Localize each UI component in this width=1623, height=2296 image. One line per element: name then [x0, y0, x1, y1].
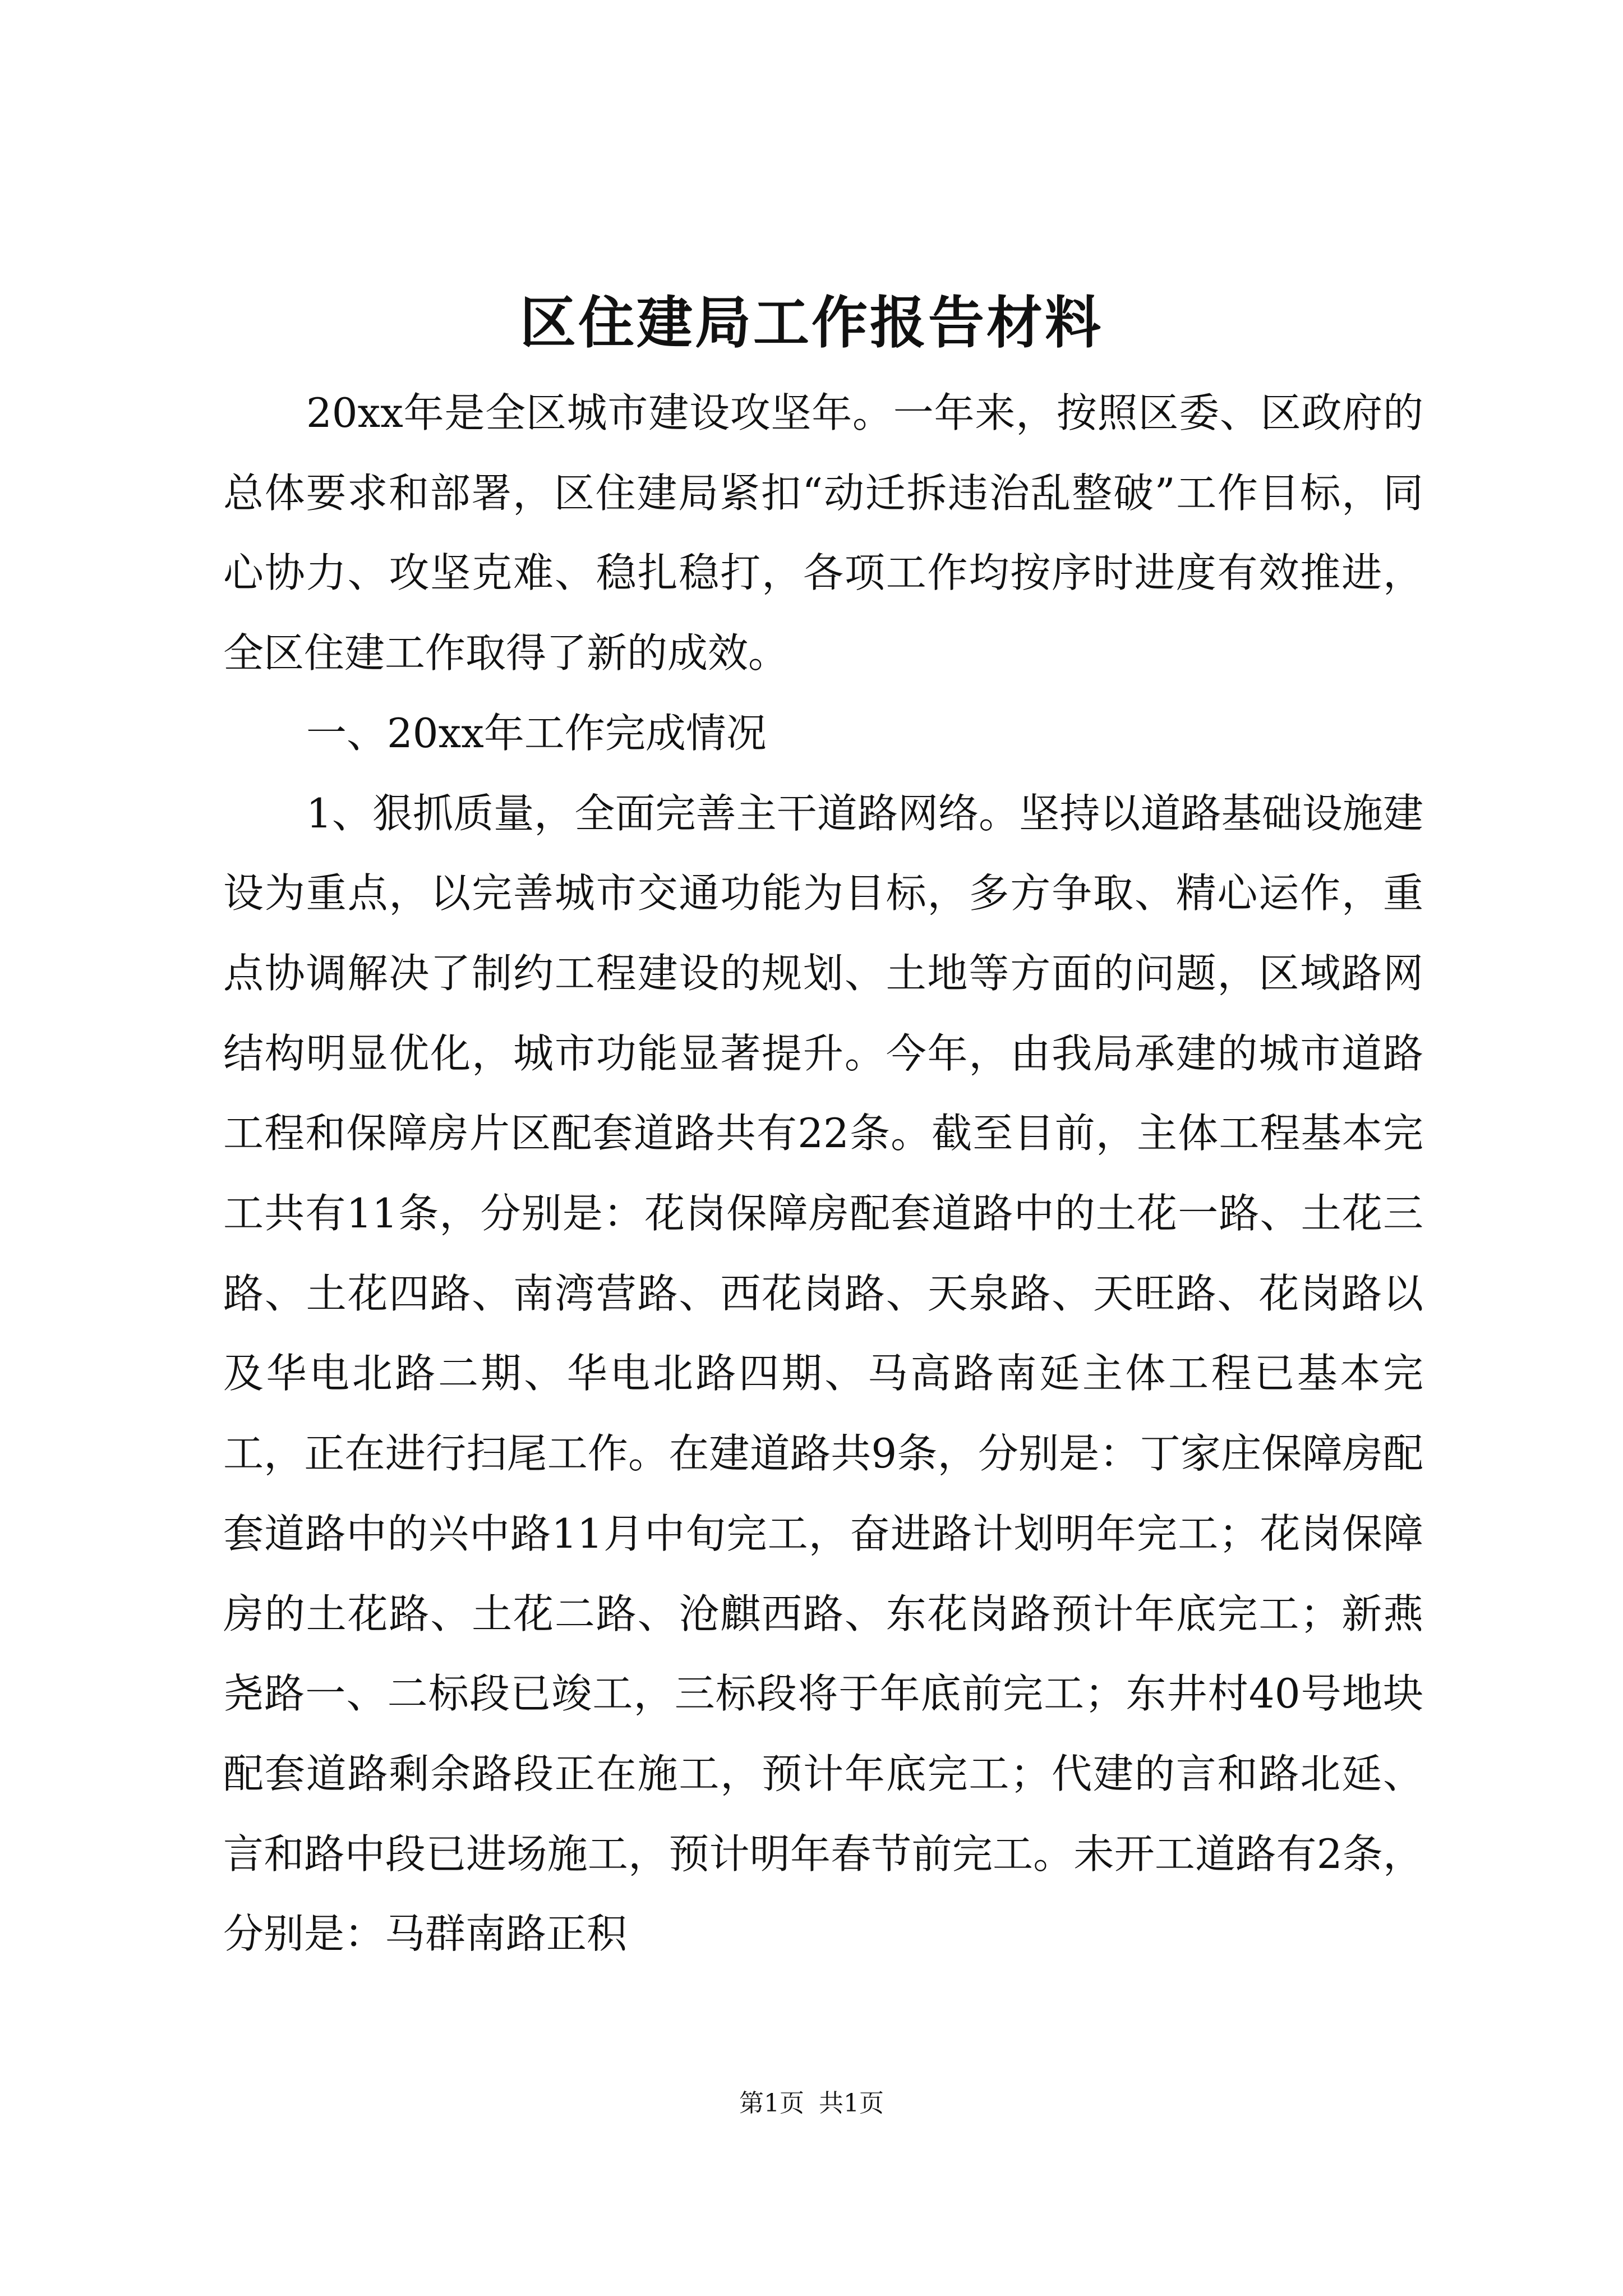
paragraph-roads: 1、狠抓质量，全面完善主干道路网络。坚持以道路基础设施建设为重点，以完善城市交通功能为目标，多方争取、精心运作，重点协调解决了制约工程建设的规划、土地等方面的问题，区域路网结构明显优化，城市功能显著提升。今年，由我局承建的城市道路工程和保障房片区配套道路共有22条。截至目前，主体工程基本完工共有11条，分别是：花岗保障房配套道路中的土花一路、土花三路、土花四路、南湾营路、西花岗路、天泉路、天旺路、花岗路以及华电北路二期、华电北路四期、马高路南延主体工程已基本完工，正在进行扫尾工作。在建道路共9条，分别是：丁家庄保障房配套道路中的兴中路11月中旬完工，奋进路计划明年完工；花岗保障房的土花路、土花二路、沧麒西路、东花岗路预计年底完工；新燕尧路一、二标段已竣工，三标段将于年底前完工；东井村40号地块配套道路剩余路段正在施工，预计年底完工；代建的言和路北延、言和路中段已进场施工，预计明年春节前完工。未开工道路有2条，分别是：马群南路正积	[223, 789, 1423, 1958]
paragraph-intro: 20xx年是全区城市建设攻坚年。一年来，按照区委、区政府的总体要求和部署，区住建局紧扣“动迁拆违治乱整破”工作目标，同心协力、攻坚克难、稳扎稳打，各项工作均按序时进度有效推进，全区住建工作取得了新的成效。	[223, 389, 1423, 677]
document-title: 区住建局工作报告材料	[520, 289, 1103, 356]
section-heading: 一、20xx年工作完成情况	[306, 709, 767, 757]
document-body	[223, 373, 1423, 1974]
page-footer: 第1页 共1页	[739, 2089, 884, 2118]
